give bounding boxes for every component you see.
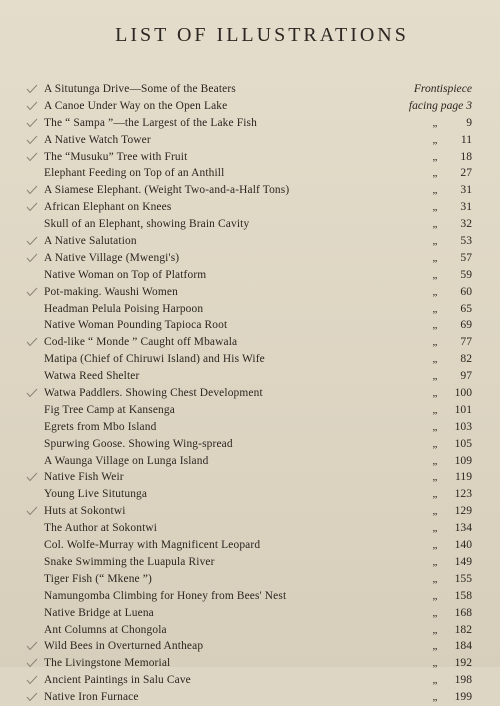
entry-page-number: 192 xyxy=(454,656,472,670)
illustration-entry xyxy=(44,351,472,368)
entry-page-number: 199 xyxy=(454,690,472,704)
entry-caption: Ancient Paintings in Salu Cave xyxy=(44,674,191,687)
entry-caption: Watwa Paddlers. Showing Chest Development xyxy=(44,387,263,400)
ditto-mark: „ xyxy=(432,235,438,248)
ditto-mark: „ xyxy=(432,336,438,349)
entry-caption: The Author at Sokontwi xyxy=(44,522,158,535)
ditto-mark: „ xyxy=(432,370,438,383)
entry-page-number: 59 xyxy=(460,267,472,281)
entry-page-number: 31 xyxy=(460,200,472,214)
pencil-check-mark-icon xyxy=(26,202,38,212)
entry-page-number: 32 xyxy=(460,217,472,231)
entry-page-number: 168 xyxy=(454,605,472,619)
ditto-mark: „ xyxy=(432,471,438,484)
entry-caption: Young Live Situtunga xyxy=(44,488,148,501)
illustration-entry xyxy=(44,503,472,520)
entry-page-number: 129 xyxy=(454,504,472,518)
entry-caption: African Elephant on Knees xyxy=(44,201,172,214)
entry-caption: Native Woman Pounding Tapioca Root xyxy=(44,319,228,332)
entry-page-number: 158 xyxy=(454,588,472,602)
entry-caption: Elephant Feeding on Top of an Anthill xyxy=(44,167,225,180)
entry-page-number: 77 xyxy=(460,335,472,349)
pencil-check-mark-icon xyxy=(26,84,38,94)
entry-page-number: 82 xyxy=(460,352,472,366)
ditto-mark: „ xyxy=(432,302,438,315)
illustration-entry xyxy=(44,250,472,267)
pencil-check-mark-icon xyxy=(26,135,38,145)
entry-caption: Headman Pelula Poising Harpoon xyxy=(44,302,204,315)
illustration-entry xyxy=(44,419,472,436)
pencil-check-mark-icon xyxy=(26,388,38,398)
illustration-entry xyxy=(44,233,472,250)
entry-page-number: 123 xyxy=(454,487,472,501)
ditto-mark: „ xyxy=(432,285,438,298)
entry-page-number: 69 xyxy=(460,318,472,332)
entry-caption: Ant Columns at Chongola xyxy=(44,623,167,636)
illustration-entry xyxy=(44,267,472,284)
entry-caption: Native Bridge at Luena xyxy=(44,606,154,619)
entry-page-number: 184 xyxy=(454,639,472,653)
illustration-entry xyxy=(44,402,472,419)
ditto-mark: „ xyxy=(432,674,438,687)
entry-page-number: 105 xyxy=(454,436,472,450)
ditto-mark: „ xyxy=(432,572,438,585)
pencil-check-mark-icon xyxy=(26,101,38,111)
illustration-entry xyxy=(44,199,472,216)
entry-page-number: 119 xyxy=(455,470,472,484)
illustration-entry xyxy=(44,165,472,182)
pencil-check-mark-icon xyxy=(26,236,38,246)
pencil-check-mark-icon xyxy=(26,506,38,516)
pencil-check-mark-icon xyxy=(26,472,38,482)
ditto-mark: „ xyxy=(432,150,438,163)
pencil-check-mark-icon xyxy=(26,185,38,195)
illustration-entry xyxy=(44,98,472,115)
entry-page-number: 103 xyxy=(454,419,472,433)
ditto-mark: „ xyxy=(432,218,438,231)
entry-page-number: 140 xyxy=(454,538,472,552)
pencil-check-mark-icon xyxy=(26,641,38,651)
illustration-entry xyxy=(44,453,472,470)
ditto-mark: „ xyxy=(432,522,438,535)
illustration-entry xyxy=(44,486,472,503)
entry-caption: Egrets from Mbo Island xyxy=(44,420,157,433)
entry-caption: Skull of an Elephant, showing Brain Cavity xyxy=(44,218,250,231)
entry-page-number: 149 xyxy=(454,554,472,568)
illustration-entry xyxy=(44,588,472,605)
entry-caption: The “ Sampa ”—the Largest of the Lake Fish xyxy=(44,116,257,129)
illustration-entry xyxy=(44,689,472,706)
illustration-entry xyxy=(44,385,472,402)
entry-page-number: 155 xyxy=(454,571,472,585)
ditto-mark: „ xyxy=(432,353,438,366)
pencil-check-mark-icon xyxy=(26,675,38,685)
ditto-mark: „ xyxy=(432,691,438,704)
ditto-mark: „ xyxy=(432,116,438,129)
illustration-entry xyxy=(44,317,472,334)
illustration-entry xyxy=(44,132,472,149)
entry-page-number: 182 xyxy=(454,622,472,636)
entry-caption: A Canoe Under Way on the Open Lake xyxy=(44,99,228,112)
entry-page-number: 53 xyxy=(460,234,472,248)
ditto-mark: „ xyxy=(432,657,438,670)
entry-caption: A Siamese Elephant. (Weight Two-and-a-Half Tons) xyxy=(44,184,290,197)
entry-caption: A Native Village (Mwengi's) xyxy=(44,251,180,264)
entry-page-number: 97 xyxy=(460,369,472,383)
entry-caption: Col. Wolfe-Murray with Magnificent Leopard xyxy=(44,539,261,552)
illustration-entry xyxy=(44,115,472,132)
ditto-mark: „ xyxy=(432,201,438,214)
entry-caption: The “Musuku” Tree with Fruit xyxy=(44,150,188,163)
ditto-mark: „ xyxy=(432,167,438,180)
entry-caption: Huts at Sokontwi xyxy=(44,505,126,518)
entry-page-number: 134 xyxy=(454,521,472,535)
ditto-mark: „ xyxy=(432,539,438,552)
entry-caption: Tiger Fish (“ Mkene ”) xyxy=(44,572,152,585)
entry-page-number: 60 xyxy=(460,284,472,298)
entry-caption: Cod-like “ Monde ” Caught off Mbawala xyxy=(44,336,238,349)
entry-page-number: 11 xyxy=(460,132,472,146)
illustration-entry xyxy=(44,149,472,166)
illustration-entry xyxy=(44,655,472,672)
illustration-entry xyxy=(44,284,472,301)
entry-caption: Pot-making. Waushi Women xyxy=(44,285,178,298)
ditto-mark: „ xyxy=(432,319,438,332)
ditto-mark: „ xyxy=(432,420,438,433)
illustration-entry xyxy=(44,368,472,385)
ditto-mark: „ xyxy=(432,268,438,281)
illustration-entry xyxy=(44,638,472,655)
illustration-entry xyxy=(44,554,472,571)
entry-page-number: 31 xyxy=(460,183,472,197)
illustration-entry xyxy=(44,571,472,588)
ditto-mark: „ xyxy=(432,184,438,197)
entry-caption: The Livingstone Memorial xyxy=(44,657,171,670)
illustration-entry xyxy=(44,182,472,199)
pencil-check-mark-icon xyxy=(26,337,38,347)
entry-caption: Wild Bees in Overturned Antheap xyxy=(44,640,204,653)
illustration-entry xyxy=(44,81,472,98)
pencil-check-mark-icon xyxy=(26,118,38,128)
pencil-check-mark-icon xyxy=(26,692,38,702)
ditto-mark: „ xyxy=(432,606,438,619)
ditto-mark: „ xyxy=(432,505,438,518)
entry-caption: Native Woman on Top of Platform xyxy=(44,268,207,281)
entry-page-number: 18 xyxy=(460,149,472,163)
ditto-mark: „ xyxy=(432,454,438,467)
entry-caption: Namungomba Climbing for Honey from Bees' Nest xyxy=(44,589,287,602)
entry-page-reference: Frontispiece xyxy=(413,82,472,95)
ditto-mark: „ xyxy=(432,437,438,450)
illustration-entry xyxy=(44,436,472,453)
ditto-mark: „ xyxy=(432,403,438,416)
pencil-check-mark-icon xyxy=(26,287,38,297)
pencil-check-mark-icon xyxy=(26,253,38,263)
entry-caption: Watwa Reed Shelter xyxy=(44,370,140,383)
ditto-mark: „ xyxy=(432,133,438,146)
ditto-mark: „ xyxy=(432,251,438,264)
entry-caption: A Waunga Village on Lunga Island xyxy=(44,454,209,467)
entry-caption: A Native Salutation xyxy=(44,235,137,248)
illustration-entry xyxy=(44,334,472,351)
ditto-mark: „ xyxy=(432,589,438,602)
entry-page-number: 100 xyxy=(454,386,472,400)
entry-caption: A Situtunga Drive—Some of the Beaters xyxy=(44,83,236,95)
entry-page-number: 101 xyxy=(454,402,472,416)
illustration-entry xyxy=(44,216,472,233)
illustration-entry xyxy=(44,469,472,486)
illustration-entry xyxy=(44,605,472,622)
entry-caption: Native Iron Furnace xyxy=(44,691,139,704)
entry-caption: Native Fish Weir xyxy=(44,471,124,484)
entry-caption: Fig Tree Camp at Kansenga xyxy=(44,403,175,416)
illustration-entry xyxy=(44,301,472,318)
entry-caption: Snake Swimming the Luapula River xyxy=(44,555,215,568)
illustration-list xyxy=(44,81,472,706)
entry-page-number: 65 xyxy=(460,301,472,315)
entry-page-number: 57 xyxy=(460,250,472,264)
entry-page-number: 198 xyxy=(454,673,472,687)
ditto-mark: „ xyxy=(432,555,438,568)
entry-page-reference: facing page 3 xyxy=(408,98,472,112)
illustration-entry xyxy=(44,537,472,554)
ditto-mark: „ xyxy=(432,387,438,400)
entry-page-number: 109 xyxy=(454,453,472,467)
ditto-mark: „ xyxy=(432,623,438,636)
illustration-entry xyxy=(44,622,472,639)
entry-page-number: 27 xyxy=(460,166,472,180)
pencil-check-mark-icon xyxy=(26,152,38,162)
entry-caption: Spurwing Goose. Showing Wing-spread xyxy=(44,437,233,450)
illustration-entry xyxy=(44,672,472,689)
entry-caption: Matipa (Chief of Chiruwi Island) and His Wife xyxy=(44,353,265,366)
ditto-mark: „ xyxy=(432,640,438,653)
ditto-mark: „ xyxy=(432,488,438,501)
illustration-entry xyxy=(44,520,472,537)
entry-caption: A Native Watch Tower xyxy=(44,133,151,146)
entry-page-number: 9 xyxy=(466,115,472,129)
page-title: LIST OF ILLUSTRATIONS xyxy=(115,24,409,46)
